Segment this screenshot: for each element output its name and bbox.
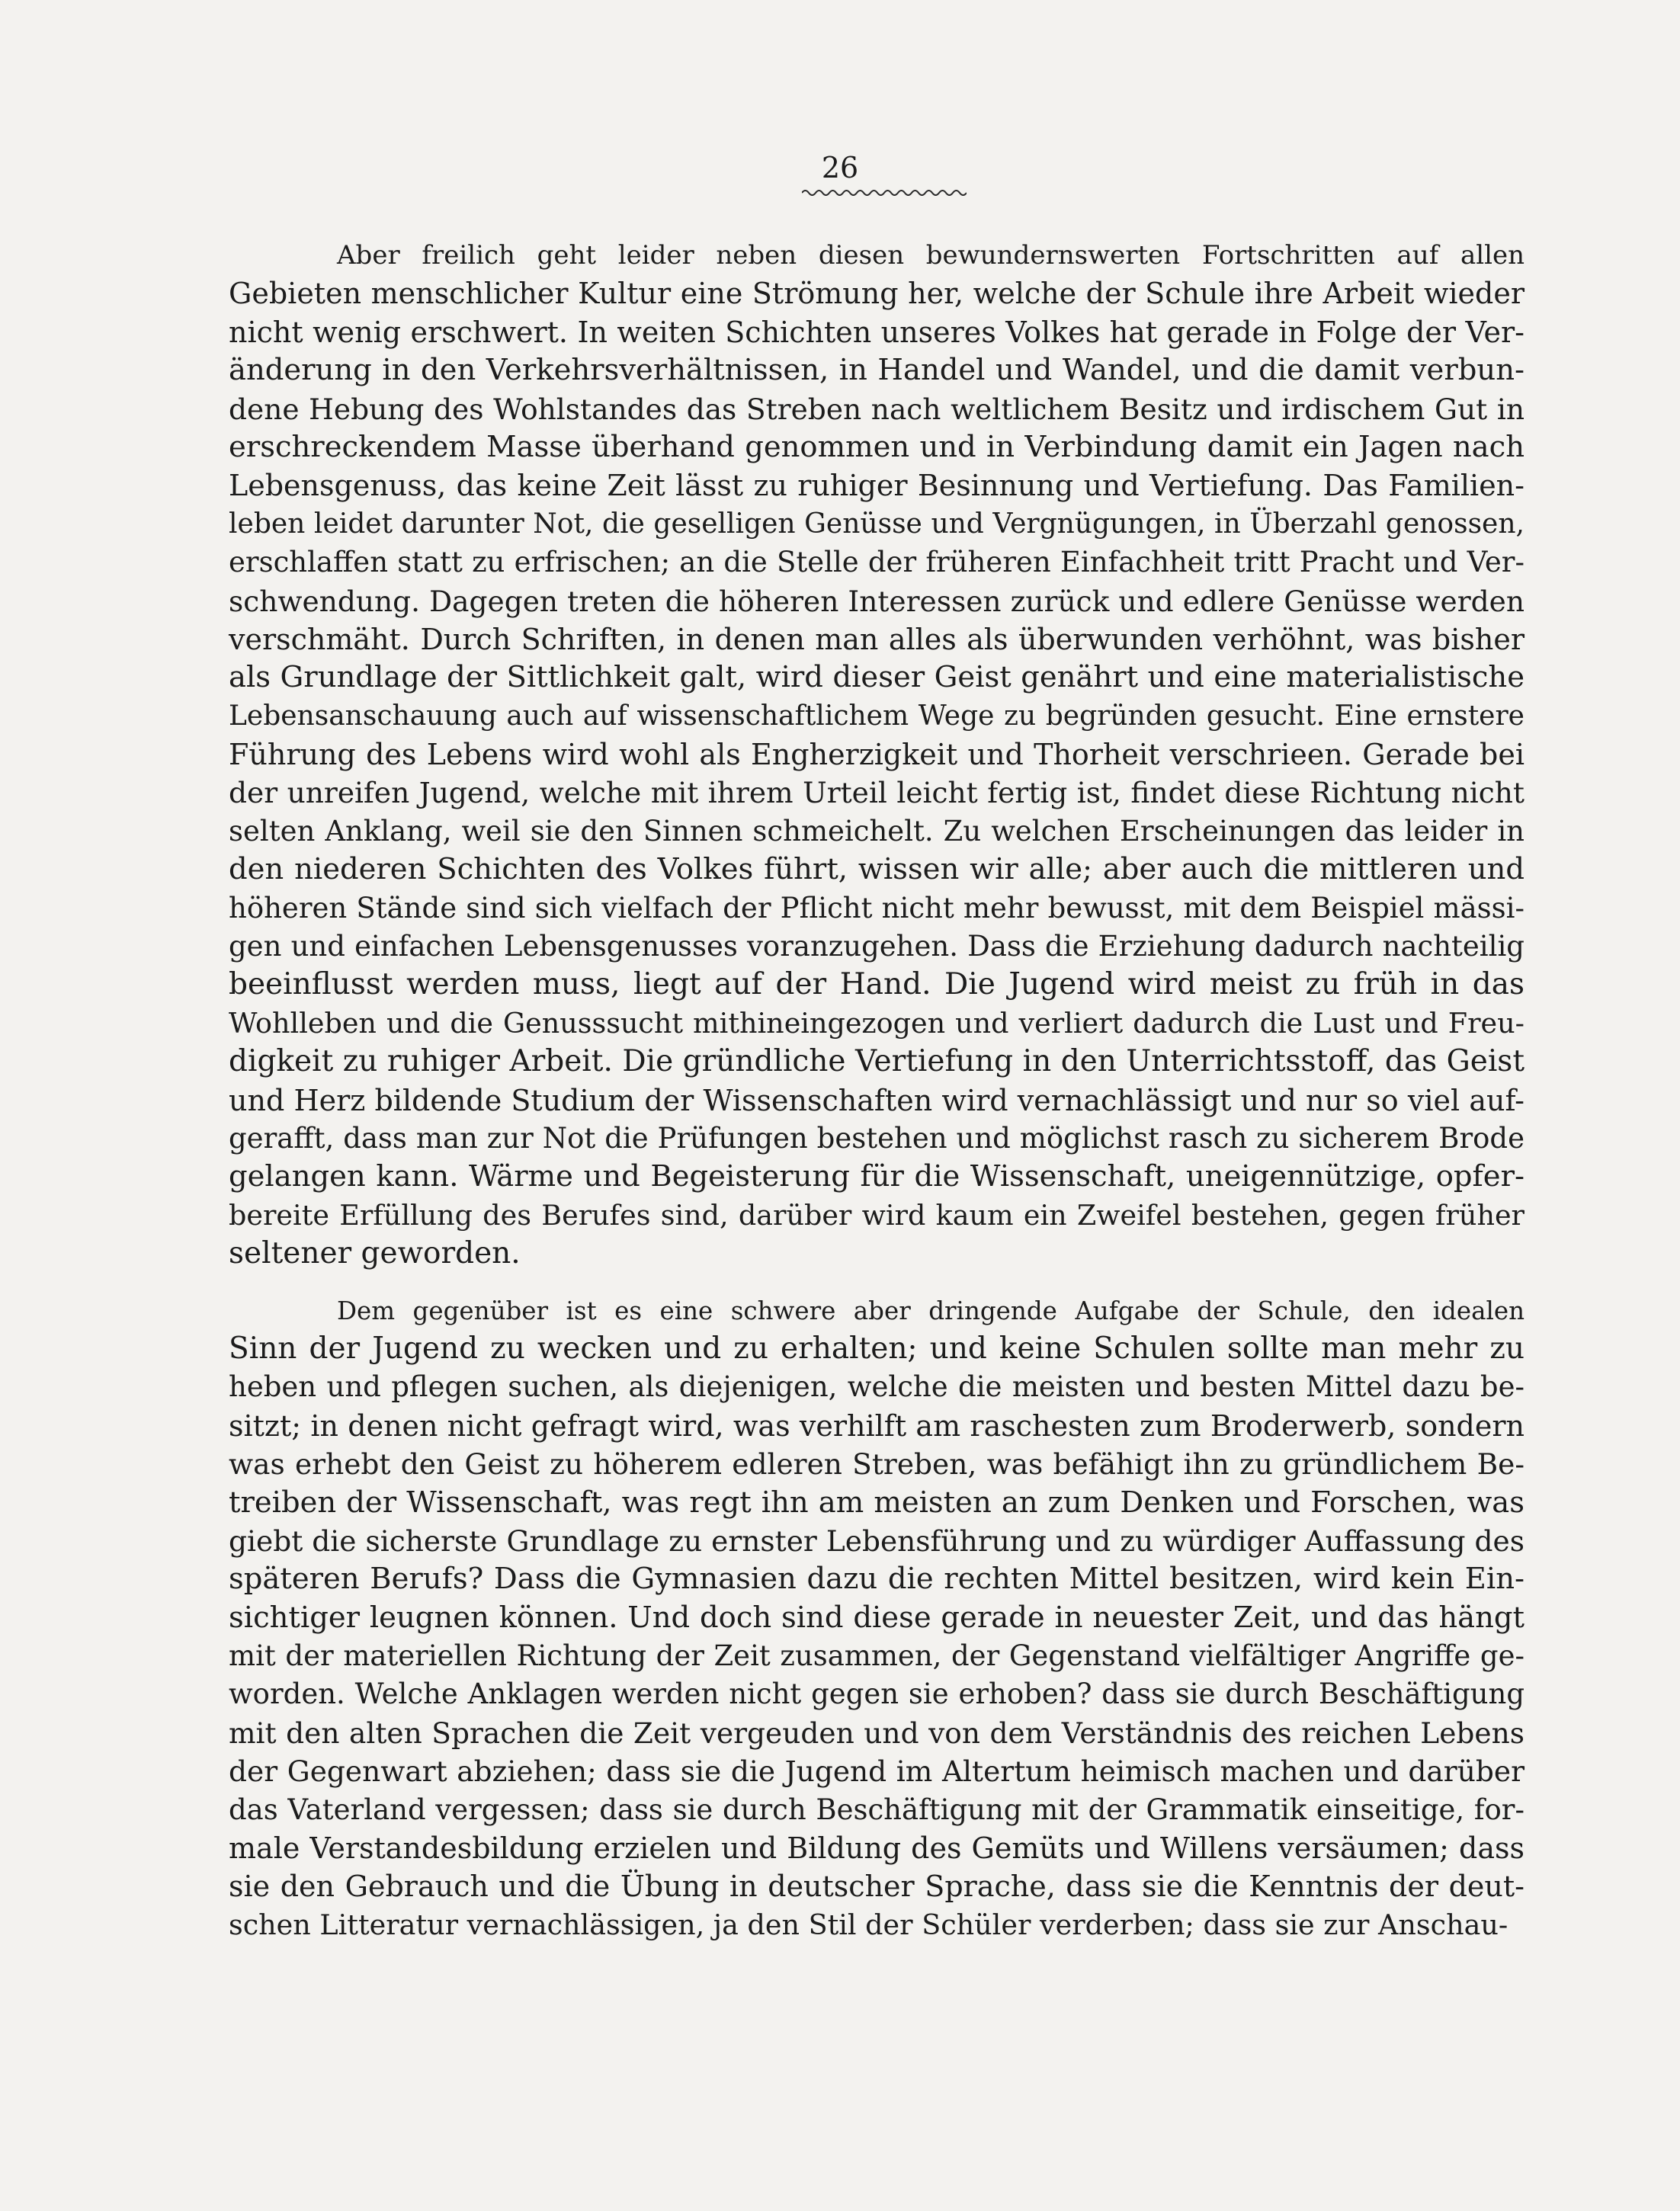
paragraph — [229, 1292, 1525, 1945]
text-line: mit den alten Sprachen die Zeit vergeuden und von dem Verständnis des reichen Lebens — [229, 1716, 1525, 1750]
text-line: Sinn der Jugend zu wecken und zu erhalten; und keine Schulen sollte man mehr zu — [229, 1331, 1525, 1366]
text-line: erschreckendem Masse überhand genommen und in Verbindung damit ein Jagen nach — [229, 429, 1525, 464]
text-line: was erhebt den Geist zu höherem edleren Streben, was befähigt ihn zu gründlichem Be- — [229, 1447, 1525, 1482]
text-line: treiben der Wissenschaft, was regt ihn am meisten an zum Denken und Forschen, was — [229, 1485, 1525, 1520]
text-line: worden. Welche Anklagen werden nicht gegen sie erhoben? dass sie durch Beschäftigung — [229, 1677, 1525, 1711]
text-line: male Verstandesbildung erzielen und Bildung des Gemüts und Willens versäumen; dass — [229, 1831, 1525, 1866]
text-line: nicht wenig erschwert. In weiten Schichten unseres Volkes hat gerade in Folge der Ver- — [229, 315, 1525, 349]
text-line: gerafft, dass man zur Not die Prüfungen bestehen und möglichst rasch zu sicherem Brode — [229, 1121, 1525, 1155]
text-line: seltener geworden. — [229, 1236, 521, 1271]
text-line: und Herz bildende Studium der Wissenschaften wird vernachlässigt und nur so viel auf- — [229, 1083, 1525, 1117]
body-text — [229, 236, 1525, 1944]
text-line: den niederen Schichten des Volkes führt, wissen wir alle; aber auch die mittleren und — [229, 852, 1525, 887]
text-line: selten Anklang, weil sie den Sinnen schmeichelt. Zu welchen Erscheinungen das leider in — [229, 814, 1525, 848]
text-line: bereite Erfüllung des Berufes sind, darüber wird kaum ein Zweifel bestehen, gegen früher — [229, 1198, 1525, 1232]
text-line: gelangen kann. Wärme und Begeisterung für die Wissenschaft, uneigennützige, opfer- — [229, 1159, 1525, 1194]
text-line: giebt die sicherste Grundlage zu ernster Lebensführung und zu würdiger Auffassung des — [229, 1524, 1525, 1558]
text-line: änderung in den Verkehrsverhältnissen, in Handel und Wandel, und die damit verbun- — [229, 353, 1525, 388]
text-line: der unreifen Jugend, welche mit ihrem Urteil leicht fertig ist, findet diese Richtung nicht — [229, 776, 1525, 810]
text-line: Aber freilich geht leider neben diesen bewundernswerten Fortschritten auf allen — [337, 240, 1525, 271]
text-line: Gebieten menschlicher Kultur eine Strömung her, welche der Schule ihre Arbeit wieder — [229, 277, 1525, 311]
text-line: sichtiger leugnen können. Und doch sind diese gerade in neuester Zeit, und das hängt — [229, 1600, 1525, 1635]
text-line: Führung des Lebens wird wohl als Engherzigkeit und Thorheit verschrieen. Gerade bei — [229, 738, 1525, 772]
text-line: erschlaffen statt zu erfrischen; an die Stelle der früheren Einfachheit tritt Pracht und Ver- — [229, 546, 1525, 579]
paragraph-gap — [229, 1274, 1525, 1292]
text-line: beeinflusst werden muss, liegt auf der Hand. Die Jugend wird meist zu früh in das — [229, 967, 1525, 1002]
text-line: sie den Gebrauch und die Übung in deutscher Sprache, dass sie die Kenntnis der deut- — [229, 1870, 1525, 1904]
text-line: dene Hebung des Wohlstandes das Streben nach weltlichem Besitz und irdischem Gut in — [229, 392, 1525, 426]
text-line: gen und einfachen Lebensgenusses voranzugehen. Dass die Erziehung dadurch nachteilig — [229, 930, 1525, 963]
text-line: Wohlleben und die Genusssucht mithineingezogen und verliert dadurch die Lust und Freu- — [229, 1006, 1525, 1040]
text-line: Lebensgenuss, das keine Zeit lässt zu ruhiger Besinnung und Vertiefung. Das Familien- — [229, 469, 1525, 503]
text-line: Lebensanschauung auch auf wissenschaftlichem Wege zu begründen gesucht. Eine ernstere — [229, 700, 1525, 732]
text-line: höheren Stände sind sich vielfach der Pflicht nicht mehr bewusst, mit dem Beispiel mässi- — [229, 891, 1525, 924]
text-line: Dem gegenüber ist es eine schwere aber dringende Aufgabe der Schule, den idealen — [337, 1296, 1525, 1325]
text-line: späteren Berufs? Dass die Gymnasien dazu die rechten Mittel besitzen, wird kein Ein- — [229, 1562, 1525, 1597]
text-line: mit der materiellen Richtung der Zeit zusammen, der Gegenstand vielfältiger Angriffe ge- — [229, 1639, 1525, 1673]
text-line: leben leidet darunter Not, die geselligen Genüsse und Vergnügungen, in Überzahl genossen, — [229, 508, 1525, 540]
text-line: das Vaterland vergessen; dass sie durch Beschäftigung mit der Grammatik einseitige, for- — [229, 1793, 1525, 1826]
text-line: heben und pflegen suchen, als diejenigen, welche die meisten und besten Mittel dazu be- — [229, 1370, 1525, 1404]
text-line: als Grundlage der Sittlichkeit galt, wird dieser Geist genährt und eine materialistische — [229, 660, 1525, 695]
text-line: schen Litteratur vernachlässigen, ja den Stil der Schüler verderben; dass sie zur Anschau- — [229, 1908, 1508, 1941]
wavy-rule-ornament — [802, 186, 967, 200]
text-line: verschmäht. Durch Schriften, in denen man alles als überwunden verhöhnt, was bisher — [229, 622, 1525, 656]
text-line: digkeit zu ruhiger Arbeit. Die gründliche Vertiefung in den Unterrichtsstoff, das Geist — [229, 1044, 1525, 1079]
page-number: 26 — [821, 151, 859, 184]
text-line: sitzt; in denen nicht gefragt wird, was verhilft am raschesten zum Broderwerb, sondern — [229, 1408, 1525, 1443]
text-line: schwendung. Dagegen treten die höheren Interessen zurück und edlere Genüsse werden — [229, 584, 1525, 618]
paragraph — [229, 236, 1525, 1274]
text-line: der Gegenwart abziehen; dass sie die Jugend im Altertum heimisch machen und darüber — [229, 1754, 1525, 1789]
